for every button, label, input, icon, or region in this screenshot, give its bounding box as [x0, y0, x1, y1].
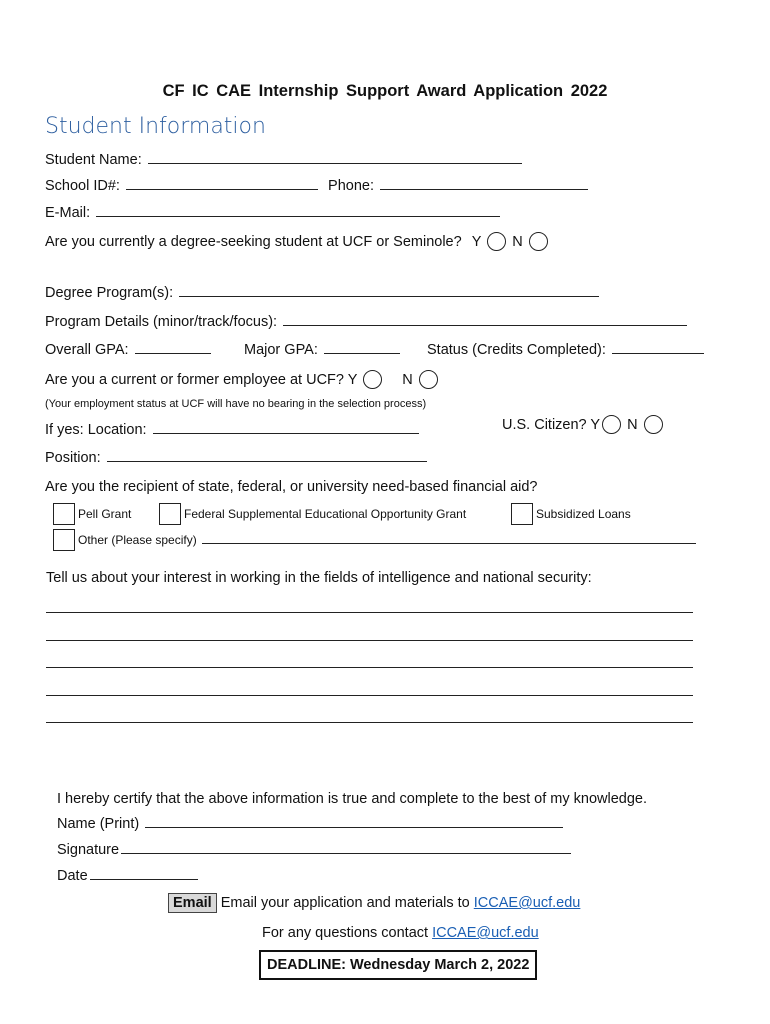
citizen-yes-label: Y [590, 417, 601, 433]
program-details-field[interactable] [283, 324, 687, 326]
deadline-box: DEADLINE: Wednesday March 2, 2022 [259, 950, 537, 980]
program-details-label: Program Details (minor/track/focus): [45, 314, 278, 330]
subsidized-loans-label: Subsidized Loans [536, 507, 631, 521]
questions-email-link[interactable]: ICCAE@ucf.edu [432, 925, 539, 941]
interest-line-3[interactable] [46, 667, 693, 668]
overall-gpa-field[interactable] [135, 352, 211, 354]
certify-text: I hereby certify that the above information is true and complete to the best of my knowledge. [57, 791, 647, 807]
student-name-label: Student Name: [45, 152, 142, 168]
degree-program-label: Degree Program(s): [45, 285, 174, 301]
degree-seeking-question: Are you currently a degree-seeking student at UCF or Seminole? [45, 234, 462, 250]
aid-option-subsidized [511, 503, 631, 525]
employee-no-label: N [402, 372, 413, 388]
date-label: Date [57, 868, 88, 884]
school-id-label: School ID#: [45, 178, 120, 194]
location-label: If yes: Location: [45, 422, 147, 438]
school-id-field[interactable] [126, 188, 318, 190]
degree-program-row [45, 285, 599, 301]
degree-seeking-yes-label: Y [471, 234, 482, 250]
degree-seeking-row [45, 232, 550, 251]
pell-grant-label: Pell Grant [78, 507, 132, 521]
questions-row [262, 925, 539, 941]
other-aid-label: Other (Please specify) [78, 533, 197, 547]
citizen-yes-radio[interactable] [602, 415, 621, 434]
student-name-row [45, 152, 522, 168]
email-row [45, 205, 500, 221]
email-field[interactable] [96, 215, 500, 217]
degree-seeking-yes-radio[interactable] [487, 232, 506, 251]
degree-seeking-no-label: N [512, 234, 523, 250]
status-group [427, 342, 704, 358]
citizen-no-label: N [627, 417, 638, 433]
citizen-no-radio[interactable] [644, 415, 663, 434]
employee-row [45, 370, 440, 389]
aid-option-fseog [159, 503, 466, 525]
position-row [45, 450, 427, 466]
phone-field[interactable] [380, 188, 588, 190]
position-field[interactable] [107, 460, 427, 462]
interest-line-4[interactable] [46, 695, 693, 696]
aid-option-other [53, 529, 696, 551]
citizen-label: U.S. Citizen? [502, 417, 587, 433]
overall-gpa-group [45, 342, 211, 358]
email-label: E-Mail: [45, 205, 91, 221]
program-details-row [45, 314, 687, 330]
employee-yes-label: Y [347, 372, 358, 388]
questions-text: For any questions contact [262, 925, 429, 941]
signature-field[interactable] [121, 852, 571, 854]
status-label: Status (Credits Completed): [427, 342, 606, 358]
major-gpa-label: Major GPA: [244, 342, 318, 358]
aid-option-pell [53, 503, 131, 525]
citizen-row [502, 415, 665, 434]
form-title: CF IC CAE Internship Support Award Application 2022 [162, 82, 608, 100]
location-row [45, 422, 419, 438]
major-gpa-group [244, 342, 400, 358]
fseog-label: Federal Supplemental Educational Opportunity Grant [184, 507, 467, 521]
name-print-row [57, 816, 563, 832]
interest-prompt: Tell us about your interest in working in the fields of intelligence and national security: [46, 570, 592, 586]
student-name-field[interactable] [148, 162, 522, 164]
employment-note: (Your employment status at UCF will have no bearing in the selection process) [45, 398, 427, 410]
other-aid-field[interactable] [202, 542, 696, 544]
location-field[interactable] [153, 432, 419, 434]
status-field[interactable] [612, 352, 704, 354]
email-instruction: Email your application and materials to [220, 895, 470, 911]
email-instruction-row [168, 893, 580, 913]
major-gpa-field[interactable] [324, 352, 400, 354]
pell-grant-checkbox[interactable] [53, 503, 75, 525]
interest-line-2[interactable] [46, 640, 693, 641]
name-print-label: Name (Print) [57, 816, 140, 832]
name-print-field[interactable] [145, 826, 563, 828]
degree-seeking-no-radio[interactable] [529, 232, 548, 251]
date-row [57, 868, 198, 884]
employee-yes-radio[interactable] [363, 370, 382, 389]
fseog-checkbox[interactable] [159, 503, 181, 525]
position-label: Position: [45, 450, 101, 466]
subsidized-loans-checkbox[interactable] [511, 503, 533, 525]
interest-line-1[interactable] [46, 612, 693, 613]
signature-label: Signature [57, 842, 120, 858]
school-id-row [45, 178, 588, 194]
overall-gpa-label: Overall GPA: [45, 342, 129, 358]
interest-line-5[interactable] [46, 722, 693, 723]
employee-no-radio[interactable] [419, 370, 438, 389]
email-button[interactable]: Email [168, 893, 217, 913]
date-field[interactable] [90, 878, 198, 880]
other-aid-checkbox[interactable] [53, 529, 75, 551]
email-link[interactable]: ICCAE@ucf.edu [473, 895, 581, 911]
employee-question: Are you a current or former employee at UCF? [45, 372, 344, 388]
signature-row [57, 842, 571, 858]
section-heading: Student Information [45, 114, 266, 139]
aid-question: Are you the recipient of state, federal, or university need-based financial aid? [45, 479, 538, 495]
phone-label: Phone: [328, 178, 374, 194]
degree-program-field[interactable] [179, 295, 599, 297]
